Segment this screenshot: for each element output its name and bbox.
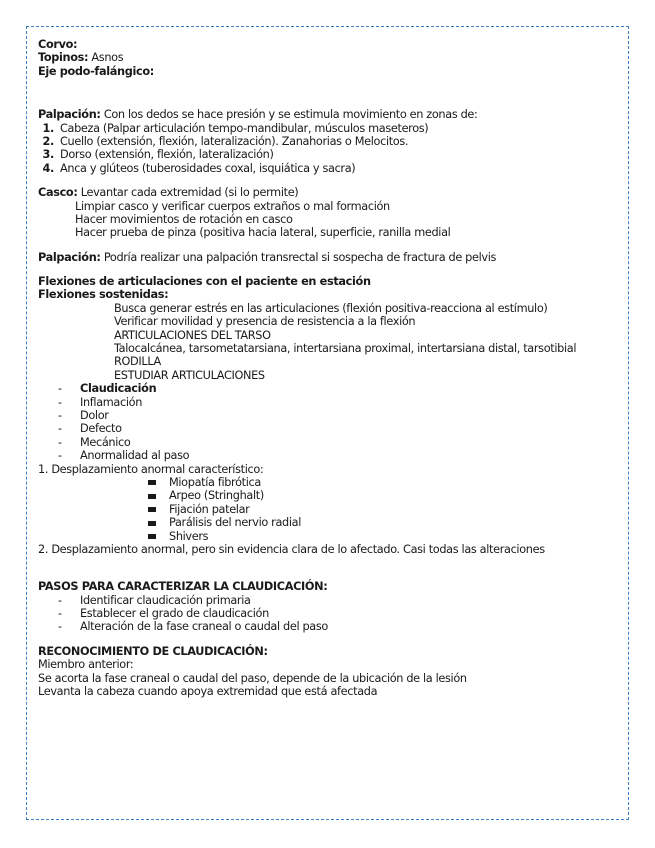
pasos-item: - Alteración de la fase craneal o caudal del paso bbox=[58, 620, 328, 634]
document-body bbox=[38, 38, 628, 698]
casco-step: Limpiar casco y verificar cuerpos extraños o mal formación bbox=[75, 199, 390, 213]
square-bullet-icon bbox=[148, 480, 156, 485]
square-bullet-icon bbox=[148, 534, 156, 539]
square-bullet-icon bbox=[148, 521, 156, 526]
flexiones-line: ESTUDIAR ARTICULACIONES bbox=[114, 368, 265, 382]
desplazamiento-bullet: Fijación patelar bbox=[38, 503, 628, 516]
casco-step: Hacer prueba de pinza (positiva hacia lateral, superficie, ranilla medial bbox=[75, 226, 451, 240]
flexiones-subtitle: Flexiones sostenidas: bbox=[38, 288, 169, 302]
desplazamiento-1: 1. Desplazamiento anormal característico: bbox=[38, 462, 264, 476]
desplazamiento-bullet: Miopatía fibrótica bbox=[38, 476, 628, 489]
casco-step: Hacer movimientos de rotación en casco bbox=[75, 212, 293, 226]
palpacion-item: 1. Cabeza (Palpar articulación tempo-mandibular, músculos maseteros) bbox=[42, 121, 429, 135]
square-bullet-icon bbox=[148, 494, 156, 499]
reconocimiento-line: Se acorta la fase craneal o caudal del paso, depende de la ubicación de la lesión bbox=[38, 671, 467, 685]
eje-line: Eje podo-falángico: bbox=[38, 64, 154, 78]
claudicacion-item: - Claudicación bbox=[58, 382, 157, 396]
topinos-line: Topinos: Asnos bbox=[38, 51, 124, 65]
claudicacion-item: - Defecto bbox=[58, 422, 122, 436]
corvo-line: Corvo: bbox=[38, 38, 78, 51]
pasos-item: - Establecer el grado de claudicación bbox=[58, 607, 269, 621]
desplazamiento-2: 2. Desplazamiento anormal, pero sin evidencia clara de lo afectado. Casi todas las alteraciones bbox=[38, 542, 545, 556]
claudicacion-item: - Mecánico bbox=[58, 435, 131, 449]
square-bullet-icon bbox=[148, 507, 156, 512]
flexiones-line: ARTICULACIONES DEL TARSO bbox=[114, 328, 271, 342]
flexiones-title: Flexiones de articulaciones con el paciente en estación bbox=[38, 275, 371, 289]
flexiones-line: Verificar movilidad y presencia de resistencia a la flexión bbox=[114, 315, 416, 329]
flexiones-line: RODILLA bbox=[114, 355, 161, 369]
palpacion-item: 4. Anca y glúteos (tuberosidades coxal, isquiática y sacra) bbox=[42, 161, 356, 175]
palpacion-transrectal: Palpación: Podría realizar una palpación transrectal si sospecha de fractura de pelvis bbox=[38, 250, 497, 264]
claudicacion-item: - Anormalidad al paso bbox=[58, 449, 190, 463]
reconocimiento-title: RECONOCIMIENTO DE CLAUDICACIÓN: bbox=[38, 644, 268, 658]
flexiones-line: Talocalcánea, tarsometatarsiana, intertarsiana proximal, intertarsiana distal, tarsotibial bbox=[114, 342, 577, 356]
claudicacion-item: - Dolor bbox=[58, 408, 109, 422]
claudicacion-item: - Inflamación bbox=[58, 395, 143, 409]
palpacion-item: 3. Dorso (extensión, flexión, lateralización) bbox=[42, 148, 274, 162]
desplazamiento-bullet: Shivers bbox=[38, 530, 628, 543]
palpacion-intro: Palpación: Con los dedos se hace presión y se estimula movimiento en zonas de: bbox=[38, 108, 478, 122]
flexiones-line: Busca generar estrés en las articulaciones (flexión positiva-reacciona al estímulo) bbox=[114, 301, 548, 315]
palpacion-item: 2. Cuello (extensión, flexión, lateralización). Zanahorias o Melocitos. bbox=[42, 134, 409, 148]
casco-line: Casco: Levantar cada extremidad (si lo permite) bbox=[38, 186, 299, 200]
desplazamiento-bullet: Arpeo (Stringhalt) bbox=[38, 489, 628, 502]
reconocimiento-line: Levanta la cabeza cuando apoya extremidad que está afectada bbox=[38, 685, 378, 699]
reconocimiento-line: Miembro anterior: bbox=[38, 658, 134, 672]
desplazamiento-bullet: Parálisis del nervio radial bbox=[38, 516, 628, 529]
pasos-item: - Identificar claudicación primaria bbox=[58, 593, 251, 607]
pasos-title: PASOS PARA CARACTERIZAR LA CLAUDICACIÓN: bbox=[38, 580, 328, 594]
